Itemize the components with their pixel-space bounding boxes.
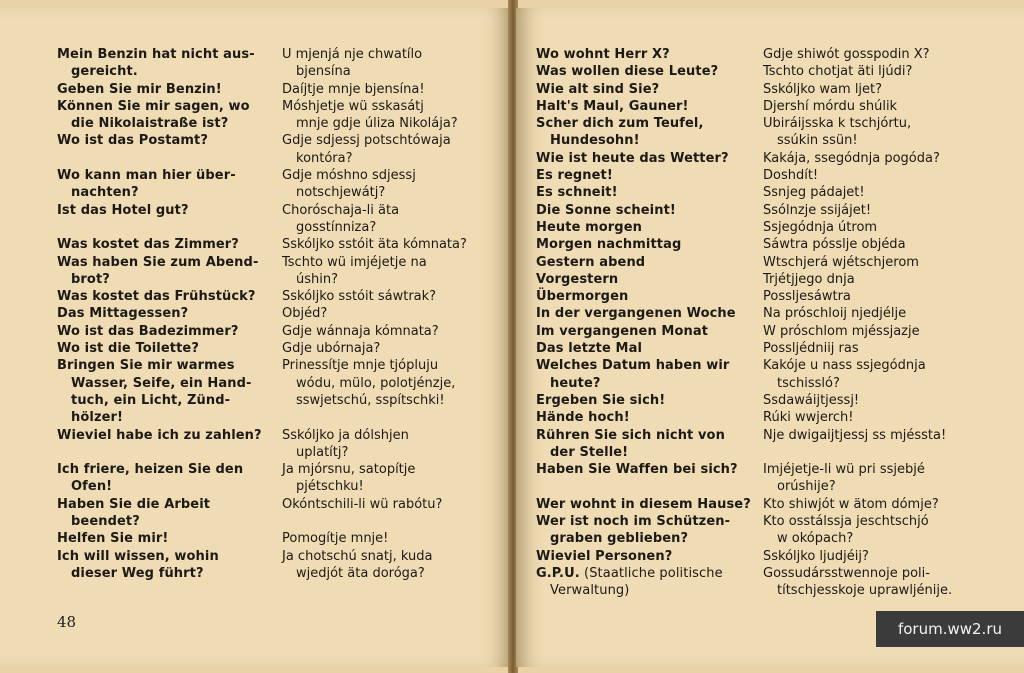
phrase-line [57,288,271,305]
phrase-text: Heute morgen [536,219,642,235]
phrase-text: Wer wohnt in diesem Hause? [536,496,751,512]
phrase-text: Ubiráijsska k tschjórtu, [763,116,912,132]
phrase-line [536,357,760,374]
phrase-text: tuch, ein Licht, Zünd- [71,392,231,408]
phrase-line [536,305,760,322]
phrase-text: Gossudársstwennoje poli- [763,565,930,581]
phrase-text: tschissló? [777,375,840,391]
phrase-text: Haben Sie Waffen bei sich? [536,462,738,478]
phrase-text: mnje gdje úliza Nikolája? [296,116,458,132]
phrase-line [536,392,760,409]
phrase-line [763,375,1018,392]
phrase-text: Im vergangenen Monat [536,323,709,339]
phrase-line [763,202,1018,219]
phrase-line [282,81,504,98]
phrase-line [57,81,271,98]
phrase-line [57,323,271,340]
phrase-line [536,115,760,132]
phrase-line [282,444,504,461]
phrase-line [282,496,504,513]
phrase-line [763,409,1018,426]
phrase-line [282,565,504,582]
phrase-line [57,132,271,149]
phrase-text: Haben Sie die Arbeit [57,496,211,512]
phrase-line [536,236,760,253]
phrase-line [282,530,504,547]
phrase-text: Wieviel Personen? [536,548,673,564]
phrase-text: Wtschjerá wjétschjerom [763,254,919,270]
phrase-text: Welches Datum haben wir [536,358,730,374]
phrase-line [763,513,1018,530]
phrase-line [57,548,271,565]
phrase-line [536,184,760,201]
phrase-text: Imjéjetje-li wü pri ssjebjé [763,462,925,478]
phrase-line [536,288,760,305]
phrase-text: Was haben Sie zum Abend- [57,254,259,270]
right-page [516,8,1024,667]
phrase-line [536,271,760,288]
phrase-text: Gdje móshno sdjessj [282,168,416,184]
phrase-text: Wer ist noch im Schützen- [536,514,731,530]
phrase-line [763,271,1018,288]
phrase-text: Sskóljko sstóit sáwtrak? [282,289,437,305]
phrase-line [282,305,504,322]
phrase-line [763,167,1018,184]
phrase-line [763,565,1018,582]
phrase-line [763,305,1018,322]
phrase-line [282,392,504,409]
phrase-line [57,184,271,201]
phrase-text: Móshjetje wü sskasátj [282,98,424,114]
phrase-text: Kto shiwjót w ätom dómje? [763,496,939,512]
right-german-column [536,46,760,600]
phrase-text: Die Sonne scheint! [536,202,676,218]
phrase-text: Choróschaja-li äta [282,202,400,218]
phrase-text: Wo wohnt Herr X? [536,47,670,62]
phrase-line [763,63,1018,80]
phrase-text: gosstínniza? [296,219,377,235]
phrase-line [57,202,271,219]
phrase-text: der Stelle! [550,444,629,460]
phrase-line [57,357,271,374]
phrase-text: brot? [71,271,110,287]
phrase-line [282,513,504,530]
phrase-text: Ja mjórsnu, satopítje [282,462,416,478]
phrase-text: Wo ist die Toilette? [57,341,199,357]
phrase-text: Helfen Sie mir! [57,531,169,547]
phrase-text: Ssdawáijtjessj! [763,392,860,408]
phrase-line [536,530,760,547]
phrase-line [536,461,760,478]
phrase-text: Geben Sie mir Benzin! [57,81,222,97]
phrase-text: w okópach? [777,531,854,547]
phrase-text: notschjewátj? [296,185,386,201]
phrase-line [282,461,504,478]
phrase-line [57,565,271,582]
phrase-line [763,254,1018,271]
phrase-line [282,150,504,167]
phrase-line [763,496,1018,513]
phrase-text: heute? [550,375,601,391]
phrase-line [282,254,504,271]
phrase-text: Ssnjeg pádajet! [763,185,865,201]
phrase-text: Wie ist heute das Wetter? [536,150,729,166]
phrase-line [536,582,760,599]
phrase-text: Wasser, Seife, ein Hand- [71,375,252,391]
phrase-text: uplatítj? [296,444,349,460]
phrase-text: graben geblieben? [550,531,689,547]
phrase-line [57,254,271,271]
phrase-text: Sskóljko wam ljet? [763,81,883,97]
phrase-text: Das letzte Mal [536,341,643,357]
phrase-text: Können Sie mir sagen, wo [57,98,250,114]
phrase-line [282,548,504,565]
phrase-text: Wo ist das Postamt? [57,133,208,149]
phrase-line [763,115,1018,132]
phrase-line [57,236,271,253]
phrase-text: Tschto chotjat äti ljúdi? [763,64,913,80]
phrase-text: Ssólnzje ssijájet! [763,202,872,218]
phrase-text: Rühren Sie sich nicht von [536,427,725,443]
phrase-line [536,565,760,582]
phrase-text: Wo kann man hier über- [57,168,236,184]
phrase-line [536,409,760,426]
phrase-line [282,340,504,357]
phrase-line [282,427,504,444]
phrase-line [57,98,271,115]
phrase-line [536,132,760,149]
phrase-line [57,496,271,513]
phrase-line [536,375,760,392]
phrase-line [536,46,760,63]
phrase-text: Trjétjjego dnja [763,271,855,287]
phrase-text: Hände hoch! [536,410,630,426]
phrase-text: Gestern abend [536,254,646,270]
phrase-line [763,357,1018,374]
phrase-line [536,81,760,98]
phrase-line [536,167,760,184]
phrase-text: Ofen! [71,479,113,495]
phrase-text: Gdje sdjessj potschtówaja [282,133,451,149]
phrase-line [57,271,271,288]
phrase-text: Sskóljko ljudjéij? [763,548,869,564]
phrase-line [57,115,271,132]
phrase-line [282,478,504,495]
phrase-line [763,132,1018,149]
phrase-line [282,167,504,184]
phrase-text: Übermorgen [536,289,629,305]
phrase-line [282,323,504,340]
phrase-text: Gdje shiwót gosspodin X? [763,47,930,62]
phrase-text: W próschlom mjéssjazje [763,323,920,339]
phrase-text: sswjetschú, sspítschki! [296,392,445,408]
phrase-line [763,150,1018,167]
phrase-text: Tschto wü imjéjetje na [282,254,427,270]
phrase-line [282,46,504,63]
left-german-column [57,46,271,582]
phrase-line [282,219,504,236]
phrase-line [282,115,504,132]
phrase-text: Das Mittagessen? [57,306,189,322]
phrase-text: U mjenjá nje chwatílo [282,47,423,62]
phrase-text: G.P.U. [536,565,580,581]
phrase-text: Wie alt sind Sie? [536,81,660,97]
phrase-line [57,392,271,409]
phrase-line [763,444,1018,461]
phrase-text: Gdje wánnaja kómnata? [282,323,439,339]
phrase-line [763,323,1018,340]
phrase-line [536,444,760,461]
phrase-line [57,63,271,80]
page-number-left: 48 [57,613,77,631]
phrase-line [763,81,1018,98]
phrase-line [763,530,1018,547]
phrase-text: orúshije? [777,479,836,495]
phrase-text: Ssjegódnja útrom [763,219,878,235]
phrase-line [282,98,504,115]
phrase-text: beendet? [71,514,140,530]
phrase-text: Was kostet das Frühstück? [57,289,256,305]
phrase-note: Verwaltung) [550,583,630,599]
phrase-text: die Nikolaistraße ist? [71,116,229,132]
phrase-text: títschjesskoje uprawljénije. [777,583,953,599]
phrase-line [763,236,1018,253]
phrase-text: Scher dich zum Teufel, [536,116,704,132]
phrase-line [282,202,504,219]
phrase-line [536,340,760,357]
phrase-text: Doshdít! [763,168,819,184]
phrase-line [57,340,271,357]
phrase-text: Wo ist das Badezimmer? [57,323,239,339]
phrase-text: Wieviel habe ich zu zahlen? [57,427,262,443]
phrase-line [57,461,271,478]
phrase-text: Nje dwigaijtjessj ss mjéssta! [763,427,947,443]
phrase-line [282,63,504,80]
phrase-text: wódu, mülo, polotjénzje, [296,375,456,391]
phrase-text: Na próschloij njedjélje [763,306,907,322]
phrase-line [763,392,1018,409]
phrase-text: bjensína [296,64,351,80]
phrase-text: Sskóljko ja dólshjen [282,427,409,443]
phrase-line [57,444,271,461]
phrase-line [536,150,760,167]
phrase-line [763,427,1018,444]
phrase-line [282,236,504,253]
phrase-line [536,98,760,115]
phrase-text: Mein Benzin hat nicht aus- [57,47,255,62]
phrase-line [763,582,1018,599]
phrase-text: Ja chotschú snatj, kuda [282,548,433,564]
phrase-line [763,340,1018,357]
phrase-text: Ergeben Sie sich! [536,392,666,408]
phrase-text: Possljesáwtra [763,289,851,305]
phrase-line [763,98,1018,115]
phrase-line [763,184,1018,201]
phrase-line [57,150,271,167]
phrase-text: Bringen Sie mir warmes [57,358,235,374]
phrase-line [282,375,504,392]
phrase-note: (Staatliche politische [579,565,723,581]
phrase-line [763,478,1018,495]
phrase-text: Okóntschili-li wü rabótu? [282,496,443,512]
phrase-line [536,202,760,219]
right-russian-column [763,46,1018,600]
phrase-text: In der vergangenen Woche [536,306,736,322]
phrase-text: hölzer! [71,410,124,426]
left-russian-column [282,46,504,582]
left-page [0,8,510,667]
phrase-text: ssúkin ssün! [777,133,858,149]
phrase-line [763,461,1018,478]
phrase-text: wjedjót äta doróga? [296,565,425,581]
phrase-line [763,46,1018,63]
phrase-text: Objéd? [282,306,328,322]
phrase-line [282,288,504,305]
phrase-line [536,219,760,236]
phrase-line [57,409,271,426]
phrase-line [763,548,1018,565]
phrase-text: Possljédniij ras [763,341,859,357]
phrase-text: Rúki wwjerch! [763,410,854,426]
phrase-line [536,63,760,80]
phrase-text: Gdje ubórnaja? [282,341,381,357]
phrase-text: gereicht. [71,64,138,80]
phrase-text: nachten? [71,185,139,201]
phrase-line [536,254,760,271]
phrase-text: úshin? [296,271,339,287]
phrase-text: Ist das Hotel gut? [57,202,189,218]
phrase-line [57,167,271,184]
phrase-line [536,427,760,444]
phrase-line [57,375,271,392]
phrase-line [536,478,760,495]
phrase-line [282,409,504,426]
phrase-line [536,548,760,565]
phrase-text: kontóra? [296,150,353,166]
phrase-line [57,478,271,495]
phrase-line [57,305,271,322]
phrase-line [282,271,504,288]
phrase-text: Es schneit! [536,185,618,201]
phrase-line [763,219,1018,236]
phrase-line [57,46,271,63]
phrase-text: Halt's Maul, Gauner! [536,98,689,114]
phrase-text: Hundesohn! [550,133,640,149]
phrase-line [282,132,504,149]
phrase-text: Ich friere, heizen Sie den [57,462,244,478]
phrase-text: Was wollen diese Leute? [536,64,719,80]
phrase-line [536,496,760,513]
phrase-line [763,288,1018,305]
phrase-text: Djershí mórdu shúlik [763,98,898,114]
phrase-text: Sskóljko sstóit äta kómnata? [282,237,467,253]
phrase-line [536,513,760,530]
phrase-text: Morgen nachmittag [536,237,682,253]
phrase-line [57,219,271,236]
phrase-text: Ich will wissen, wohin [57,548,219,564]
phrase-text: Daíjtje mnje bjensína! [282,81,425,97]
phrase-line [57,513,271,530]
phrase-line [282,184,504,201]
phrase-text: Pomogítje mnje! [282,531,389,547]
phrase-line [282,357,504,374]
phrase-text: Sáwtra pósslje objéda [763,237,906,253]
phrase-line [57,427,271,444]
phrase-text: Kakóje u nass ssjegódnja [763,358,926,374]
phrase-text: Was kostet das Zimmer? [57,237,239,253]
forum-watermark: forum.ww2.ru [876,611,1024,647]
phrase-text: Prinessítje mnje tjópluju [282,358,439,374]
phrase-text: dieser Weg führt? [71,565,204,581]
phrase-line [57,530,271,547]
phrase-text: Kakája, ssegódnja pogóda? [763,150,940,166]
phrase-text: Kto osstálssja jeschtschjó [763,514,929,530]
phrase-text: pjétschku! [296,479,364,495]
phrase-line [536,323,760,340]
phrase-text: Es regnet! [536,168,613,184]
phrase-text: Vorgestern [536,271,619,287]
